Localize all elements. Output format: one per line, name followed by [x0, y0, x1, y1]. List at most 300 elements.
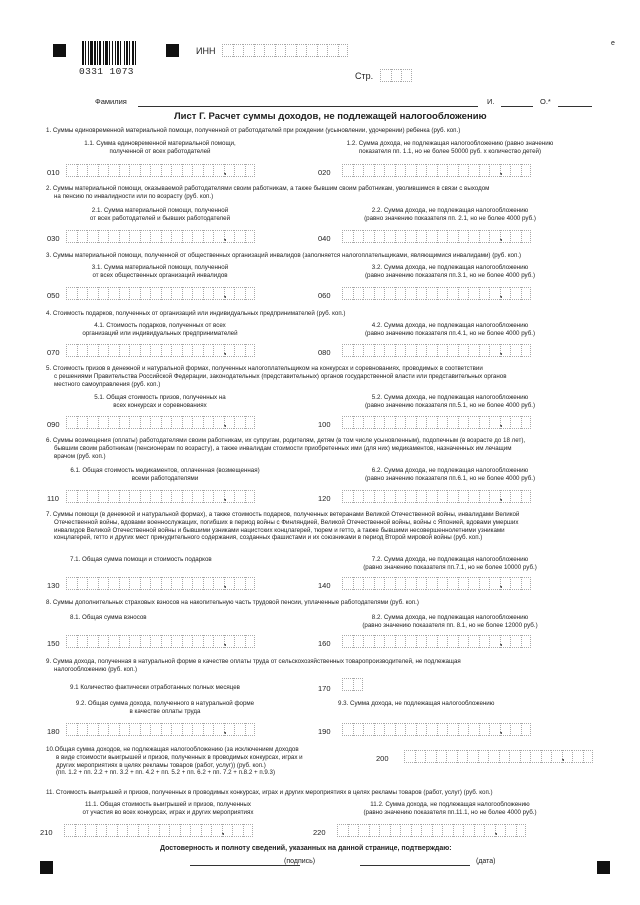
digit-cell[interactable] [161, 416, 172, 429]
digit-cell[interactable] [182, 287, 193, 300]
digit-cell[interactable] [98, 635, 109, 648]
field-090[interactable] [66, 416, 255, 429]
digit-cell[interactable] [234, 287, 245, 300]
digit-cell[interactable] [245, 723, 256, 736]
digit-cell[interactable] [369, 824, 380, 837]
digit-cell[interactable] [161, 577, 172, 590]
digit-cell[interactable] [395, 490, 406, 503]
digit-cell[interactable] [405, 287, 416, 300]
digit-cell[interactable] [234, 577, 245, 590]
digit-cell[interactable] [400, 824, 411, 837]
digit-cell[interactable] [411, 824, 422, 837]
digit-cell[interactable] [468, 723, 479, 736]
digit-cell[interactable] [232, 824, 243, 837]
digit-cell[interactable] [416, 344, 427, 357]
digit-cell[interactable] [384, 287, 395, 300]
digit-cell[interactable] [447, 490, 458, 503]
digit-cell[interactable] [150, 416, 161, 429]
digit-cell[interactable] [510, 164, 521, 177]
field-130[interactable] [66, 577, 255, 590]
field-140[interactable] [342, 577, 531, 590]
digit-cell[interactable] [159, 824, 170, 837]
digit-cell[interactable] [108, 287, 119, 300]
digit-cell[interactable] [66, 287, 77, 300]
digit-cell[interactable] [416, 416, 427, 429]
digit-cell[interactable] [169, 824, 180, 837]
digit-cell[interactable] [405, 635, 416, 648]
field-100[interactable] [342, 416, 531, 429]
digit-cell[interactable] [342, 287, 353, 300]
digit-cell[interactable] [245, 164, 256, 177]
digit-cell[interactable] [374, 416, 385, 429]
digit-cell[interactable] [479, 416, 490, 429]
digit-cell[interactable] [495, 824, 506, 837]
digit-cell[interactable] [479, 490, 490, 503]
digit-cell[interactable] [479, 635, 490, 648]
digit-cell[interactable] [384, 635, 395, 648]
digit-cell[interactable] [129, 723, 140, 736]
digit-cell[interactable] [479, 344, 490, 357]
digit-cell[interactable] [285, 44, 296, 57]
digit-cell[interactable] [117, 824, 128, 837]
digit-cell[interactable] [108, 416, 119, 429]
digit-cell[interactable] [468, 416, 479, 429]
digit-cell[interactable] [224, 577, 235, 590]
digit-cell[interactable] [182, 723, 193, 736]
digit-cell[interactable] [353, 635, 364, 648]
digit-cell[interactable] [551, 750, 562, 763]
digit-cell[interactable] [510, 635, 521, 648]
digit-cell[interactable] [234, 490, 245, 503]
digit-cell[interactable] [342, 678, 353, 691]
digit-cell[interactable] [127, 824, 138, 837]
digit-cell[interactable] [510, 723, 521, 736]
digit-cell[interactable] [426, 230, 437, 243]
digit-cell[interactable] [521, 577, 532, 590]
field-030[interactable] [66, 230, 255, 243]
digit-cell[interactable] [66, 416, 77, 429]
digit-cell[interactable] [233, 44, 244, 57]
digit-cell[interactable] [77, 635, 88, 648]
digit-cell[interactable] [213, 577, 224, 590]
digit-cell[interactable] [348, 824, 359, 837]
digit-cell[interactable] [510, 344, 521, 357]
digit-cell[interactable] [384, 723, 395, 736]
digit-cell[interactable] [415, 750, 426, 763]
digit-cell[interactable] [245, 635, 256, 648]
digit-cell[interactable] [342, 416, 353, 429]
digit-cell[interactable] [463, 824, 474, 837]
digit-cell[interactable] [224, 723, 235, 736]
digit-cell[interactable] [224, 416, 235, 429]
digit-cell[interactable] [119, 344, 130, 357]
digit-cell[interactable] [213, 344, 224, 357]
digit-cell[interactable] [489, 723, 500, 736]
digit-cell[interactable] [234, 164, 245, 177]
digit-cell[interactable] [77, 723, 88, 736]
digit-cell[interactable] [87, 287, 98, 300]
digit-cell[interactable] [401, 69, 412, 82]
digit-cell[interactable] [521, 287, 532, 300]
digit-cell[interactable] [98, 230, 109, 243]
digit-cell[interactable] [140, 230, 151, 243]
digit-cell[interactable] [374, 577, 385, 590]
digit-cell[interactable] [245, 230, 256, 243]
digit-cell[interactable] [98, 344, 109, 357]
field-080[interactable] [342, 344, 531, 357]
digit-cell[interactable] [342, 344, 353, 357]
digit-cell[interactable] [98, 287, 109, 300]
field-190[interactable] [342, 723, 531, 736]
digit-cell[interactable] [337, 824, 348, 837]
digit-cell[interactable] [426, 416, 437, 429]
digit-cell[interactable] [374, 287, 385, 300]
digit-cell[interactable] [521, 416, 532, 429]
digit-cell[interactable] [384, 344, 395, 357]
digit-cell[interactable] [353, 678, 364, 691]
digit-cell[interactable] [98, 416, 109, 429]
digit-cell[interactable] [87, 490, 98, 503]
digit-cell[interactable] [171, 416, 182, 429]
digit-cell[interactable] [150, 230, 161, 243]
digit-cell[interactable] [108, 577, 119, 590]
digit-cell[interactable] [161, 490, 172, 503]
digit-cell[interactable] [521, 164, 532, 177]
digit-cell[interactable] [87, 344, 98, 357]
digit-cell[interactable] [87, 723, 98, 736]
digit-cell[interactable] [296, 44, 307, 57]
digit-cell[interactable] [572, 750, 583, 763]
digit-cell[interactable] [182, 230, 193, 243]
digit-cell[interactable] [192, 723, 203, 736]
digit-cell[interactable] [489, 230, 500, 243]
digit-cell[interactable] [203, 635, 214, 648]
digit-cell[interactable] [342, 490, 353, 503]
digit-cell[interactable] [500, 723, 511, 736]
digit-cell[interactable] [363, 723, 374, 736]
digit-cell[interactable] [203, 164, 214, 177]
digit-cell[interactable] [468, 490, 479, 503]
digit-cell[interactable] [541, 750, 552, 763]
digit-cell[interactable] [224, 287, 235, 300]
digit-cell[interactable] [458, 723, 469, 736]
digit-cell[interactable] [500, 164, 511, 177]
digit-cell[interactable] [416, 635, 427, 648]
initial-o-field[interactable] [558, 106, 592, 107]
digit-cell[interactable] [213, 230, 224, 243]
page-number-field[interactable] [380, 69, 412, 82]
digit-cell[interactable] [521, 230, 532, 243]
digit-cell[interactable] [108, 164, 119, 177]
digit-cell[interactable] [363, 635, 374, 648]
digit-cell[interactable] [384, 416, 395, 429]
digit-cell[interactable] [405, 416, 416, 429]
field-160[interactable] [342, 635, 531, 648]
initial-i-field[interactable] [501, 106, 533, 107]
digit-cell[interactable] [363, 164, 374, 177]
digit-cell[interactable] [425, 750, 436, 763]
digit-cell[interactable] [458, 287, 469, 300]
field-150[interactable] [66, 635, 255, 648]
digit-cell[interactable] [180, 824, 191, 837]
field-220[interactable] [337, 824, 526, 837]
digit-cell[interactable] [245, 416, 256, 429]
digit-cell[interactable] [224, 635, 235, 648]
digit-cell[interactable] [447, 635, 458, 648]
digit-cell[interactable] [447, 230, 458, 243]
digit-cell[interactable] [182, 577, 193, 590]
digit-cell[interactable] [119, 287, 130, 300]
digit-cell[interactable] [530, 750, 541, 763]
digit-cell[interactable] [510, 490, 521, 503]
digit-cell[interactable] [447, 723, 458, 736]
field-020[interactable] [342, 164, 531, 177]
digit-cell[interactable] [182, 344, 193, 357]
digit-cell[interactable] [192, 230, 203, 243]
date-field[interactable] [360, 865, 470, 866]
digit-cell[interactable] [437, 230, 448, 243]
digit-cell[interactable] [384, 577, 395, 590]
digit-cell[interactable] [66, 344, 77, 357]
field-050[interactable] [66, 287, 255, 300]
digit-cell[interactable] [129, 230, 140, 243]
digit-cell[interactable] [416, 287, 427, 300]
digit-cell[interactable] [374, 230, 385, 243]
digit-cell[interactable] [66, 577, 77, 590]
digit-cell[interactable] [161, 164, 172, 177]
digit-cell[interactable] [489, 490, 500, 503]
digit-cell[interactable] [453, 824, 464, 837]
digit-cell[interactable] [77, 164, 88, 177]
digit-cell[interactable] [87, 635, 98, 648]
digit-cell[interactable] [416, 164, 427, 177]
digit-cell[interactable] [395, 723, 406, 736]
field-010[interactable] [66, 164, 255, 177]
digit-cell[interactable] [98, 723, 109, 736]
digit-cell[interactable] [201, 824, 212, 837]
digit-cell[interactable] [380, 69, 391, 82]
digit-cell[interactable] [338, 44, 349, 57]
digit-cell[interactable] [77, 230, 88, 243]
digit-cell[interactable] [119, 490, 130, 503]
digit-cell[interactable] [426, 723, 437, 736]
digit-cell[interactable] [150, 723, 161, 736]
digit-cell[interactable] [150, 635, 161, 648]
digit-cell[interactable] [416, 577, 427, 590]
digit-cell[interactable] [129, 416, 140, 429]
digit-cell[interactable] [161, 230, 172, 243]
digit-cell[interactable] [66, 164, 77, 177]
digit-cell[interactable] [87, 164, 98, 177]
digit-cell[interactable] [458, 344, 469, 357]
digit-cell[interactable] [161, 287, 172, 300]
field-040[interactable] [342, 230, 531, 243]
digit-cell[interactable] [405, 230, 416, 243]
digit-cell[interactable] [520, 750, 531, 763]
digit-cell[interactable] [96, 824, 107, 837]
digit-cell[interactable] [161, 344, 172, 357]
digit-cell[interactable] [98, 577, 109, 590]
digit-cell[interactable] [363, 344, 374, 357]
digit-cell[interactable] [192, 490, 203, 503]
digit-cell[interactable] [353, 723, 364, 736]
digit-cell[interactable] [500, 490, 511, 503]
digit-cell[interactable] [384, 164, 395, 177]
digit-cell[interactable] [129, 490, 140, 503]
digit-cell[interactable] [458, 635, 469, 648]
digit-cell[interactable] [458, 490, 469, 503]
digit-cell[interactable] [489, 635, 500, 648]
digit-cell[interactable] [140, 287, 151, 300]
digit-cell[interactable] [484, 824, 495, 837]
digit-cell[interactable] [224, 490, 235, 503]
digit-cell[interactable] [317, 44, 328, 57]
field-110[interactable] [66, 490, 255, 503]
digit-cell[interactable] [182, 164, 193, 177]
surname-field[interactable] [138, 106, 478, 107]
digit-cell[interactable] [171, 230, 182, 243]
digit-cell[interactable] [171, 287, 182, 300]
digit-cell[interactable] [243, 44, 254, 57]
digit-cell[interactable] [245, 287, 256, 300]
digit-cell[interactable] [510, 577, 521, 590]
digit-cell[interactable] [404, 750, 415, 763]
digit-cell[interactable] [442, 824, 453, 837]
digit-cell[interactable] [437, 164, 448, 177]
digit-cell[interactable] [395, 416, 406, 429]
digit-cell[interactable] [500, 635, 511, 648]
field-200[interactable] [404, 750, 593, 763]
digit-cell[interactable] [358, 824, 369, 837]
digit-cell[interactable] [363, 287, 374, 300]
digit-cell[interactable] [379, 824, 390, 837]
digit-cell[interactable] [353, 287, 364, 300]
digit-cell[interactable] [150, 287, 161, 300]
digit-cell[interactable] [66, 490, 77, 503]
digit-cell[interactable] [467, 750, 478, 763]
field-180[interactable] [66, 723, 255, 736]
digit-cell[interactable] [98, 164, 109, 177]
digit-cell[interactable] [66, 723, 77, 736]
digit-cell[interactable] [353, 164, 364, 177]
digit-cell[interactable] [468, 635, 479, 648]
digit-cell[interactable] [489, 416, 500, 429]
digit-cell[interactable] [192, 635, 203, 648]
digit-cell[interactable] [374, 723, 385, 736]
digit-cell[interactable] [500, 577, 511, 590]
digit-cell[interactable] [192, 287, 203, 300]
digit-cell[interactable] [405, 577, 416, 590]
digit-cell[interactable] [87, 577, 98, 590]
digit-cell[interactable] [140, 577, 151, 590]
digit-cell[interactable] [64, 824, 75, 837]
digit-cell[interactable] [243, 824, 254, 837]
digit-cell[interactable] [171, 164, 182, 177]
digit-cell[interactable] [245, 577, 256, 590]
digit-cell[interactable] [447, 164, 458, 177]
digit-cell[interactable] [416, 230, 427, 243]
digit-cell[interactable] [138, 824, 149, 837]
digit-cell[interactable] [213, 416, 224, 429]
digit-cell[interactable] [140, 490, 151, 503]
digit-cell[interactable] [432, 824, 443, 837]
digit-cell[interactable] [426, 164, 437, 177]
digit-cell[interactable] [353, 230, 364, 243]
digit-cell[interactable] [87, 416, 98, 429]
digit-cell[interactable] [505, 824, 516, 837]
digit-cell[interactable] [150, 164, 161, 177]
field-170[interactable] [342, 678, 363, 691]
digit-cell[interactable] [342, 577, 353, 590]
digit-cell[interactable] [342, 635, 353, 648]
digit-cell[interactable] [171, 490, 182, 503]
digit-cell[interactable] [468, 287, 479, 300]
digit-cell[interactable] [224, 344, 235, 357]
digit-cell[interactable] [171, 723, 182, 736]
digit-cell[interactable] [140, 344, 151, 357]
digit-cell[interactable] [458, 164, 469, 177]
digit-cell[interactable] [416, 723, 427, 736]
digit-cell[interactable] [479, 164, 490, 177]
digit-cell[interactable] [468, 164, 479, 177]
digit-cell[interactable] [395, 287, 406, 300]
digit-cell[interactable] [488, 750, 499, 763]
digit-cell[interactable] [395, 164, 406, 177]
digit-cell[interactable] [275, 44, 286, 57]
digit-cell[interactable] [421, 824, 432, 837]
digit-cell[interactable] [468, 344, 479, 357]
digit-cell[interactable] [510, 287, 521, 300]
digit-cell[interactable] [77, 577, 88, 590]
digit-cell[interactable] [108, 490, 119, 503]
digit-cell[interactable] [447, 344, 458, 357]
digit-cell[interactable] [521, 344, 532, 357]
digit-cell[interactable] [234, 344, 245, 357]
digit-cell[interactable] [405, 490, 416, 503]
digit-cell[interactable] [426, 490, 437, 503]
digit-cell[interactable] [222, 824, 233, 837]
digit-cell[interactable] [203, 577, 214, 590]
digit-cell[interactable] [489, 164, 500, 177]
digit-cell[interactable] [363, 577, 374, 590]
digit-cell[interactable] [395, 577, 406, 590]
digit-cell[interactable] [510, 416, 521, 429]
digit-cell[interactable] [119, 230, 130, 243]
digit-cell[interactable] [119, 723, 130, 736]
digit-cell[interactable] [150, 490, 161, 503]
digit-cell[interactable] [213, 635, 224, 648]
digit-cell[interactable] [479, 577, 490, 590]
digit-cell[interactable] [353, 416, 364, 429]
digit-cell[interactable] [66, 230, 77, 243]
digit-cell[interactable] [203, 344, 214, 357]
digit-cell[interactable] [161, 723, 172, 736]
inn-field[interactable] [222, 44, 348, 57]
digit-cell[interactable] [395, 230, 406, 243]
digit-cell[interactable] [171, 344, 182, 357]
digit-cell[interactable] [353, 344, 364, 357]
digit-cell[interactable] [395, 344, 406, 357]
digit-cell[interactable] [489, 577, 500, 590]
digit-cell[interactable] [119, 416, 130, 429]
digit-cell[interactable] [327, 44, 338, 57]
digit-cell[interactable] [106, 824, 117, 837]
digit-cell[interactable] [161, 635, 172, 648]
digit-cell[interactable] [75, 824, 86, 837]
digit-cell[interactable] [500, 287, 511, 300]
digit-cell[interactable] [234, 230, 245, 243]
digit-cell[interactable] [150, 344, 161, 357]
